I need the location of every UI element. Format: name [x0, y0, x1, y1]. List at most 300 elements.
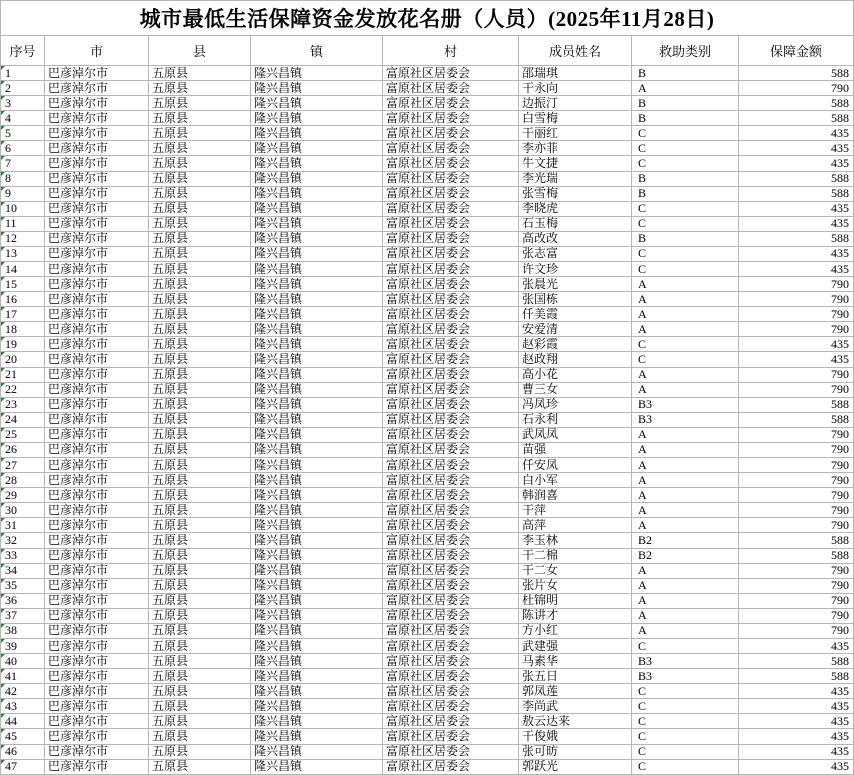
cell-member-name[interactable]	[519, 624, 632, 639]
cell-member-name[interactable]	[519, 413, 632, 428]
cell-index[interactable]	[1, 579, 45, 594]
column-header-index[interactable]	[1, 36, 45, 66]
cell-county[interactable]	[149, 443, 251, 458]
cell-aid-category[interactable]	[632, 669, 739, 684]
cell-index[interactable]	[1, 202, 45, 217]
cell-amount[interactable]	[739, 609, 854, 624]
cell-aid-category[interactable]	[632, 609, 739, 624]
cell-county[interactable]	[149, 594, 251, 609]
cell-member-name[interactable]	[519, 398, 632, 413]
cell-aid-category[interactable]	[632, 262, 739, 277]
cell-county[interactable]	[149, 684, 251, 699]
cell-amount[interactable]	[739, 247, 854, 262]
cell-county[interactable]	[149, 368, 251, 383]
cell-village[interactable]	[383, 669, 519, 684]
cell-aid-category[interactable]	[632, 413, 739, 428]
cell-index[interactable]	[1, 564, 45, 579]
cell-index[interactable]	[1, 66, 45, 81]
cell-amount[interactable]	[739, 579, 854, 594]
cell-index[interactable]	[1, 111, 45, 126]
cell-city[interactable]	[45, 594, 149, 609]
cell-city[interactable]	[45, 458, 149, 473]
cell-member-name[interactable]	[519, 639, 632, 654]
cell-index[interactable]	[1, 760, 45, 775]
cell-member-name[interactable]	[519, 172, 632, 187]
cell-aid-category[interactable]	[632, 352, 739, 367]
cell-member-name[interactable]	[519, 533, 632, 548]
cell-member-name[interactable]	[519, 292, 632, 307]
cell-county[interactable]	[149, 322, 251, 337]
cell-county[interactable]	[149, 307, 251, 322]
cell-village[interactable]	[383, 96, 519, 111]
cell-aid-category[interactable]	[632, 714, 739, 729]
cell-member-name[interactable]	[519, 745, 632, 760]
cell-city[interactable]	[45, 503, 149, 518]
cell-member-name[interactable]	[519, 141, 632, 156]
cell-aid-category[interactable]	[632, 398, 739, 413]
cell-town[interactable]	[251, 564, 383, 579]
cell-county[interactable]	[149, 654, 251, 669]
cell-city[interactable]	[45, 307, 149, 322]
cell-city[interactable]	[45, 96, 149, 111]
cell-aid-category[interactable]	[632, 488, 739, 503]
cell-town[interactable]	[251, 187, 383, 202]
cell-aid-category[interactable]	[632, 624, 739, 639]
cell-county[interactable]	[149, 624, 251, 639]
cell-aid-category[interactable]	[632, 518, 739, 533]
cell-amount[interactable]	[739, 729, 854, 744]
cell-aid-category[interactable]	[632, 428, 739, 443]
cell-town[interactable]	[251, 66, 383, 81]
cell-aid-category[interactable]	[632, 473, 739, 488]
cell-county[interactable]	[149, 352, 251, 367]
column-header-category[interactable]	[632, 36, 739, 66]
cell-index[interactable]	[1, 262, 45, 277]
cell-aid-category[interactable]	[632, 96, 739, 111]
cell-town[interactable]	[251, 699, 383, 714]
cell-village[interactable]	[383, 368, 519, 383]
cell-city[interactable]	[45, 172, 149, 187]
cell-town[interactable]	[251, 518, 383, 533]
cell-city[interactable]	[45, 729, 149, 744]
cell-city[interactable]	[45, 187, 149, 202]
cell-index[interactable]	[1, 745, 45, 760]
cell-aid-category[interactable]	[632, 337, 739, 352]
cell-village[interactable]	[383, 322, 519, 337]
cell-aid-category[interactable]	[632, 81, 739, 96]
cell-index[interactable]	[1, 473, 45, 488]
cell-amount[interactable]	[739, 745, 854, 760]
cell-aid-category[interactable]	[632, 443, 739, 458]
cell-city[interactable]	[45, 714, 149, 729]
cell-city[interactable]	[45, 217, 149, 232]
cell-town[interactable]	[251, 609, 383, 624]
cell-village[interactable]	[383, 156, 519, 171]
cell-member-name[interactable]	[519, 714, 632, 729]
cell-index[interactable]	[1, 398, 45, 413]
cell-city[interactable]	[45, 639, 149, 654]
cell-village[interactable]	[383, 141, 519, 156]
cell-member-name[interactable]	[519, 503, 632, 518]
cell-aid-category[interactable]	[632, 187, 739, 202]
cell-county[interactable]	[149, 745, 251, 760]
cell-member-name[interactable]	[519, 729, 632, 744]
cell-member-name[interactable]	[519, 352, 632, 367]
cell-village[interactable]	[383, 202, 519, 217]
cell-city[interactable]	[45, 66, 149, 81]
cell-county[interactable]	[149, 172, 251, 187]
cell-county[interactable]	[149, 66, 251, 81]
cell-amount[interactable]	[739, 669, 854, 684]
cell-town[interactable]	[251, 337, 383, 352]
cell-aid-category[interactable]	[632, 383, 739, 398]
cell-amount[interactable]	[739, 337, 854, 352]
cell-amount[interactable]	[739, 322, 854, 337]
cell-village[interactable]	[383, 503, 519, 518]
cell-county[interactable]	[149, 156, 251, 171]
cell-amount[interactable]	[739, 126, 854, 141]
cell-index[interactable]	[1, 443, 45, 458]
cell-town[interactable]	[251, 277, 383, 292]
cell-aid-category[interactable]	[632, 307, 739, 322]
cell-county[interactable]	[149, 111, 251, 126]
cell-index[interactable]	[1, 81, 45, 96]
cell-city[interactable]	[45, 262, 149, 277]
cell-member-name[interactable]	[519, 277, 632, 292]
cell-city[interactable]	[45, 624, 149, 639]
cell-village[interactable]	[383, 624, 519, 639]
cell-village[interactable]	[383, 549, 519, 564]
cell-village[interactable]	[383, 594, 519, 609]
cell-aid-category[interactable]	[632, 760, 739, 775]
cell-member-name[interactable]	[519, 383, 632, 398]
cell-village[interactable]	[383, 172, 519, 187]
cell-aid-category[interactable]	[632, 66, 739, 81]
cell-index[interactable]	[1, 699, 45, 714]
cell-city[interactable]	[45, 428, 149, 443]
cell-city[interactable]	[45, 549, 149, 564]
cell-county[interactable]	[149, 398, 251, 413]
cell-aid-category[interactable]	[632, 172, 739, 187]
cell-town[interactable]	[251, 639, 383, 654]
cell-amount[interactable]	[739, 141, 854, 156]
cell-county[interactable]	[149, 473, 251, 488]
cell-town[interactable]	[251, 443, 383, 458]
cell-amount[interactable]	[739, 187, 854, 202]
cell-county[interactable]	[149, 714, 251, 729]
cell-village[interactable]	[383, 232, 519, 247]
cell-city[interactable]	[45, 654, 149, 669]
cell-member-name[interactable]	[519, 202, 632, 217]
cell-amount[interactable]	[739, 488, 854, 503]
cell-member-name[interactable]	[519, 156, 632, 171]
cell-county[interactable]	[149, 262, 251, 277]
cell-amount[interactable]	[739, 217, 854, 232]
cell-county[interactable]	[149, 187, 251, 202]
cell-city[interactable]	[45, 609, 149, 624]
cell-city[interactable]	[45, 277, 149, 292]
cell-town[interactable]	[251, 549, 383, 564]
cell-index[interactable]	[1, 609, 45, 624]
cell-amount[interactable]	[739, 81, 854, 96]
cell-town[interactable]	[251, 488, 383, 503]
cell-index[interactable]	[1, 156, 45, 171]
cell-member-name[interactable]	[519, 488, 632, 503]
cell-city[interactable]	[45, 111, 149, 126]
cell-amount[interactable]	[739, 352, 854, 367]
cell-town[interactable]	[251, 745, 383, 760]
cell-member-name[interactable]	[519, 111, 632, 126]
cell-town[interactable]	[251, 307, 383, 322]
cell-county[interactable]	[149, 202, 251, 217]
cell-aid-category[interactable]	[632, 654, 739, 669]
cell-county[interactable]	[149, 383, 251, 398]
cell-member-name[interactable]	[519, 262, 632, 277]
cell-aid-category[interactable]	[632, 745, 739, 760]
cell-town[interactable]	[251, 141, 383, 156]
cell-town[interactable]	[251, 111, 383, 126]
cell-city[interactable]	[45, 337, 149, 352]
cell-city[interactable]	[45, 745, 149, 760]
cell-city[interactable]	[45, 488, 149, 503]
cell-town[interactable]	[251, 413, 383, 428]
column-header-town[interactable]	[251, 36, 383, 66]
cell-village[interactable]	[383, 579, 519, 594]
cell-amount[interactable]	[739, 413, 854, 428]
cell-city[interactable]	[45, 352, 149, 367]
cell-village[interactable]	[383, 639, 519, 654]
cell-amount[interactable]	[739, 277, 854, 292]
cell-village[interactable]	[383, 262, 519, 277]
cell-aid-category[interactable]	[632, 277, 739, 292]
cell-village[interactable]	[383, 760, 519, 775]
cell-index[interactable]	[1, 488, 45, 503]
cell-city[interactable]	[45, 413, 149, 428]
cell-town[interactable]	[251, 594, 383, 609]
cell-village[interactable]	[383, 564, 519, 579]
cell-county[interactable]	[149, 141, 251, 156]
cell-city[interactable]	[45, 292, 149, 307]
cell-index[interactable]	[1, 172, 45, 187]
cell-county[interactable]	[149, 609, 251, 624]
cell-amount[interactable]	[739, 156, 854, 171]
cell-town[interactable]	[251, 81, 383, 96]
cell-county[interactable]	[149, 533, 251, 548]
cell-index[interactable]	[1, 669, 45, 684]
cell-member-name[interactable]	[519, 609, 632, 624]
cell-amount[interactable]	[739, 473, 854, 488]
cell-index[interactable]	[1, 684, 45, 699]
cell-county[interactable]	[149, 247, 251, 262]
cell-member-name[interactable]	[519, 96, 632, 111]
cell-amount[interactable]	[739, 533, 854, 548]
cell-county[interactable]	[149, 81, 251, 96]
cell-town[interactable]	[251, 126, 383, 141]
cell-city[interactable]	[45, 202, 149, 217]
cell-city[interactable]	[45, 81, 149, 96]
cell-member-name[interactable]	[519, 322, 632, 337]
cell-county[interactable]	[149, 96, 251, 111]
cell-aid-category[interactable]	[632, 202, 739, 217]
cell-index[interactable]	[1, 368, 45, 383]
cell-town[interactable]	[251, 669, 383, 684]
cell-city[interactable]	[45, 156, 149, 171]
cell-city[interactable]	[45, 669, 149, 684]
cell-county[interactable]	[149, 217, 251, 232]
cell-amount[interactable]	[739, 202, 854, 217]
cell-amount[interactable]	[739, 714, 854, 729]
cell-county[interactable]	[149, 639, 251, 654]
cell-index[interactable]	[1, 187, 45, 202]
cell-index[interactable]	[1, 247, 45, 262]
cell-town[interactable]	[251, 428, 383, 443]
cell-city[interactable]	[45, 443, 149, 458]
cell-village[interactable]	[383, 187, 519, 202]
cell-amount[interactable]	[739, 699, 854, 714]
cell-village[interactable]	[383, 292, 519, 307]
cell-village[interactable]	[383, 443, 519, 458]
cell-index[interactable]	[1, 337, 45, 352]
cell-member-name[interactable]	[519, 564, 632, 579]
cell-amount[interactable]	[739, 443, 854, 458]
cell-amount[interactable]	[739, 549, 854, 564]
cell-village[interactable]	[383, 413, 519, 428]
cell-town[interactable]	[251, 322, 383, 337]
cell-county[interactable]	[149, 458, 251, 473]
cell-county[interactable]	[149, 428, 251, 443]
cell-county[interactable]	[149, 277, 251, 292]
cell-amount[interactable]	[739, 96, 854, 111]
cell-city[interactable]	[45, 684, 149, 699]
cell-aid-category[interactable]	[632, 141, 739, 156]
cell-index[interactable]	[1, 654, 45, 669]
cell-village[interactable]	[383, 699, 519, 714]
cell-town[interactable]	[251, 247, 383, 262]
cell-index[interactable]	[1, 141, 45, 156]
cell-member-name[interactable]	[519, 217, 632, 232]
cell-county[interactable]	[149, 292, 251, 307]
cell-city[interactable]	[45, 383, 149, 398]
cell-city[interactable]	[45, 518, 149, 533]
cell-amount[interactable]	[739, 654, 854, 669]
cell-town[interactable]	[251, 624, 383, 639]
cell-amount[interactable]	[739, 503, 854, 518]
column-header-county[interactable]	[149, 36, 251, 66]
cell-town[interactable]	[251, 217, 383, 232]
cell-town[interactable]	[251, 760, 383, 775]
cell-index[interactable]	[1, 549, 45, 564]
cell-aid-category[interactable]	[632, 458, 739, 473]
cell-town[interactable]	[251, 458, 383, 473]
column-header-member[interactable]	[519, 36, 632, 66]
cell-county[interactable]	[149, 549, 251, 564]
cell-amount[interactable]	[739, 639, 854, 654]
cell-amount[interactable]	[739, 383, 854, 398]
cell-village[interactable]	[383, 745, 519, 760]
cell-amount[interactable]	[739, 232, 854, 247]
cell-town[interactable]	[251, 172, 383, 187]
cell-village[interactable]	[383, 307, 519, 322]
cell-village[interactable]	[383, 247, 519, 262]
cell-index[interactable]	[1, 639, 45, 654]
column-header-amount[interactable]	[739, 36, 854, 66]
cell-town[interactable]	[251, 654, 383, 669]
cell-aid-category[interactable]	[632, 699, 739, 714]
cell-amount[interactable]	[739, 428, 854, 443]
cell-aid-category[interactable]	[632, 292, 739, 307]
cell-amount[interactable]	[739, 624, 854, 639]
cell-index[interactable]	[1, 503, 45, 518]
cell-town[interactable]	[251, 473, 383, 488]
cell-index[interactable]	[1, 292, 45, 307]
cell-aid-category[interactable]	[632, 503, 739, 518]
cell-city[interactable]	[45, 533, 149, 548]
cell-index[interactable]	[1, 413, 45, 428]
cell-aid-category[interactable]	[632, 247, 739, 262]
cell-amount[interactable]	[739, 518, 854, 533]
cell-amount[interactable]	[739, 398, 854, 413]
cell-aid-category[interactable]	[632, 232, 739, 247]
cell-town[interactable]	[251, 714, 383, 729]
cell-aid-category[interactable]	[632, 533, 739, 548]
cell-village[interactable]	[383, 684, 519, 699]
cell-city[interactable]	[45, 564, 149, 579]
cell-index[interactable]	[1, 533, 45, 548]
cell-city[interactable]	[45, 398, 149, 413]
cell-member-name[interactable]	[519, 428, 632, 443]
cell-aid-category[interactable]	[632, 217, 739, 232]
cell-city[interactable]	[45, 322, 149, 337]
cell-index[interactable]	[1, 714, 45, 729]
cell-member-name[interactable]	[519, 579, 632, 594]
cell-city[interactable]	[45, 760, 149, 775]
cell-member-name[interactable]	[519, 337, 632, 352]
cell-village[interactable]	[383, 609, 519, 624]
cell-town[interactable]	[251, 368, 383, 383]
cell-member-name[interactable]	[519, 654, 632, 669]
cell-index[interactable]	[1, 322, 45, 337]
cell-amount[interactable]	[739, 458, 854, 473]
cell-index[interactable]	[1, 624, 45, 639]
cell-city[interactable]	[45, 247, 149, 262]
cell-amount[interactable]	[739, 66, 854, 81]
cell-city[interactable]	[45, 232, 149, 247]
cell-city[interactable]	[45, 699, 149, 714]
cell-village[interactable]	[383, 66, 519, 81]
cell-city[interactable]	[45, 141, 149, 156]
cell-member-name[interactable]	[519, 549, 632, 564]
cell-amount[interactable]	[739, 111, 854, 126]
cell-town[interactable]	[251, 398, 383, 413]
cell-village[interactable]	[383, 654, 519, 669]
column-header-city[interactable]	[45, 36, 149, 66]
cell-city[interactable]	[45, 126, 149, 141]
cell-village[interactable]	[383, 458, 519, 473]
cell-index[interactable]	[1, 96, 45, 111]
cell-village[interactable]	[383, 729, 519, 744]
cell-member-name[interactable]	[519, 760, 632, 775]
cell-index[interactable]	[1, 518, 45, 533]
cell-amount[interactable]	[739, 292, 854, 307]
cell-county[interactable]	[149, 669, 251, 684]
cell-member-name[interactable]	[519, 684, 632, 699]
cell-index[interactable]	[1, 594, 45, 609]
cell-member-name[interactable]	[519, 443, 632, 458]
cell-city[interactable]	[45, 579, 149, 594]
cell-village[interactable]	[383, 398, 519, 413]
cell-county[interactable]	[149, 760, 251, 775]
cell-village[interactable]	[383, 352, 519, 367]
